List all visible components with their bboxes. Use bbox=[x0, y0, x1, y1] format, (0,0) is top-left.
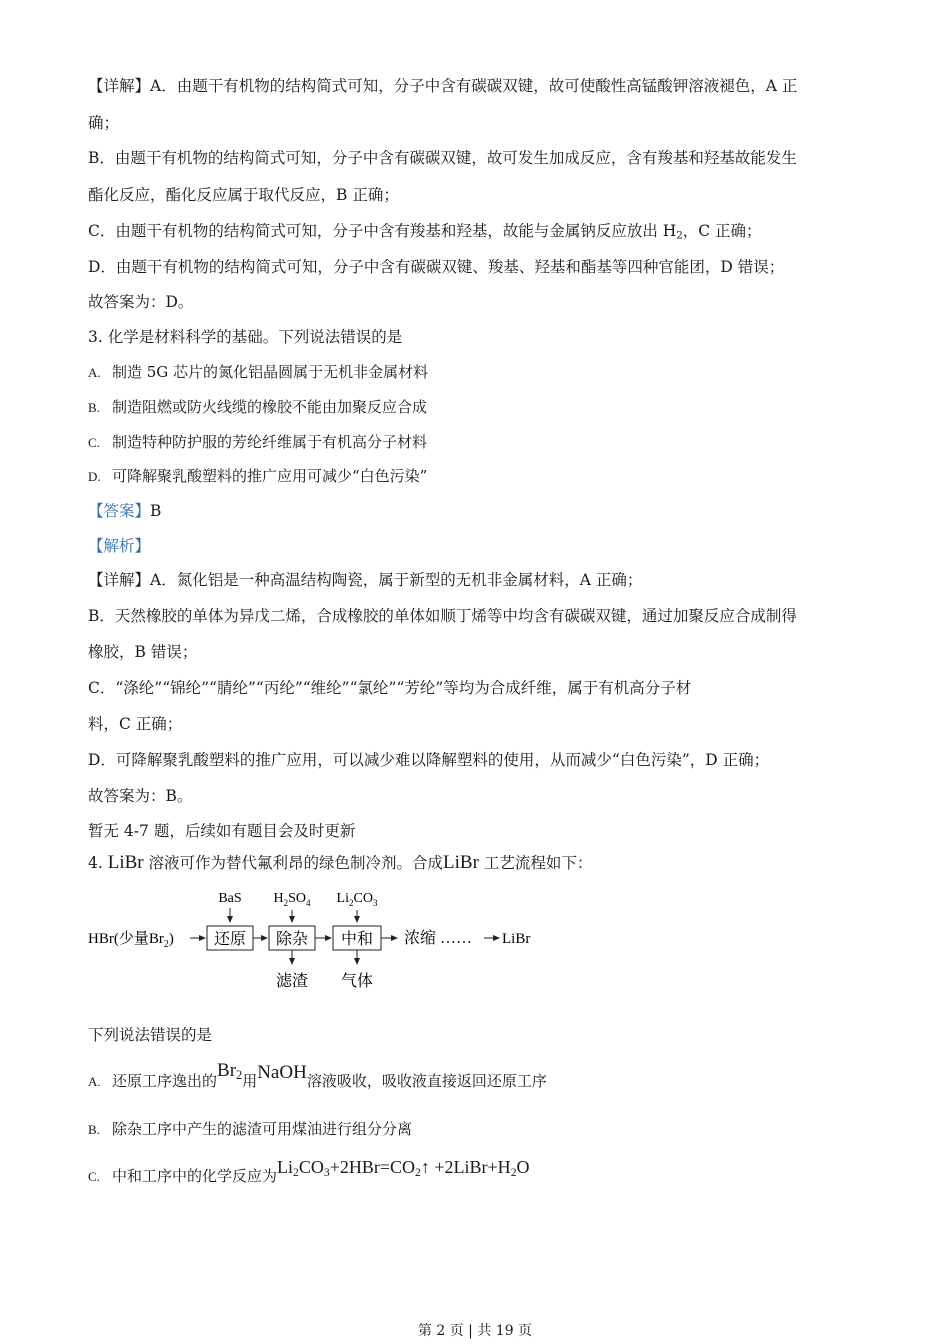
q3-option-a: A. 制造 5G 芯片的氮化铝晶圆属于无机非金属材料 bbox=[88, 363, 429, 381]
q3-option-b: B. 制造阻燃或防火线缆的橡胶不能由加聚反应合成 bbox=[88, 398, 428, 416]
q3-option-c: C. 制造特种防护服的芳纶纤维属于有机高分子材料 bbox=[88, 433, 428, 451]
detail-conclusion: 故答案为：D。 bbox=[88, 293, 194, 311]
q3-stem: 3. 化学是材料科学的基础。下列说法错误的是 bbox=[88, 328, 403, 346]
q3-detail-d: D．可降解聚乳酸塑料的推广应用，可以减少难以降解塑料的使用，从而减少“白色污染”，D 正确； bbox=[88, 751, 770, 769]
notice: 暂无 4-7 题，后续如有题目会及时更新 bbox=[88, 822, 356, 840]
detail-b-line2: 酯化反应，酯化反应属于取代反应，B 正确； bbox=[88, 186, 399, 204]
q3-detail-b1: B．天然橡胶的单体为异戊二烯，合成橡胶的单体如顺丁烯等中均含有碳碳双键，通过加聚反应合成制得 bbox=[88, 607, 797, 625]
q3-option-d: D. 可降解聚乳酸塑料的推广应用可减少“白色污染” bbox=[88, 467, 428, 485]
q4-stem: 4. LiBr 溶液可作为替代氟利昂的绿色制冷剂。合成LiBr 工艺流程如下： bbox=[88, 852, 593, 873]
reagent-h2so4: $H_2SO_4$ bbox=[273, 891, 311, 908]
q4-option-c: C. 中和工序中的化学反应为$Li_2CO_3+2HBr=CO_2↑$ $+2LiBr+H_2O$ bbox=[88, 1157, 530, 1185]
answer-tag: 【答案】 bbox=[88, 502, 151, 520]
q4-option-b: B. 除杂工序中产生的滤渣可用煤油进行组分分离 bbox=[88, 1120, 413, 1138]
q4-prompt: 下列说法错误的是 bbox=[88, 1026, 213, 1044]
step-label-3: 中和 bbox=[340, 931, 374, 948]
q3-detail-b2: 橡胶，B 错误； bbox=[88, 643, 198, 661]
process-flow-diagram bbox=[84, 880, 554, 1000]
q3-detail-a: 【详解】A．氮化铝是一种高温结构陶瓷，属于新型的无机非金属材料，A 正确； bbox=[88, 571, 643, 589]
page-footer: 第 2 页 | 共 19 页 bbox=[417, 1323, 533, 1339]
q3-detail-c2: 料，C 正确； bbox=[88, 715, 183, 733]
detail-a-line1: 【详解】A．由题干有机物的结构简式可知，分子中含有碳碳双键，故可使酸性高锰酸钾溶液褪色，A 正 bbox=[88, 77, 798, 95]
flow-start: HBr(少量$Br_2$) bbox=[88, 931, 174, 950]
output-gas: 气体 bbox=[340, 973, 374, 990]
detail-a-line2: 确； bbox=[88, 114, 120, 132]
q3-answer: 【答案】B bbox=[88, 502, 162, 520]
output-residue: 滤渣 bbox=[275, 973, 309, 990]
step-label-1: 还原 bbox=[213, 931, 247, 948]
detail-c-line: C．由题干有机物的结构简式可知，分子中含有羧基和羟基，故能与金属钠反应放出 $H_2$，C 正确； bbox=[88, 222, 762, 242]
q3-analysis-tag: 【解析】 bbox=[88, 537, 151, 555]
q3-conclusion: 故答案为：B。 bbox=[88, 787, 193, 805]
detail-d-line: D．由题干有机物的结构简式可知，分子中含有碳碳双键、羧基、羟基和酯基等四种官能团，D 错误； bbox=[88, 258, 785, 276]
reagent-li2co3: $Li_2CO_3$ bbox=[336, 891, 378, 908]
q4-option-a: A. 还原工序逸出的$Br_2$用NaOH溶液吸收，吸收液直接返回还原工序 bbox=[88, 1060, 547, 1090]
step-label-2: 除杂 bbox=[275, 931, 309, 948]
detail-b-line1: B．由题干有机物的结构简式可知，分子中含有碳碳双键，故可发生加成反应，含有羧基和羟基故能发生 bbox=[88, 149, 797, 167]
neutralization-equation: $Li_2CO_3+2HBr=CO_2↑$ $+2LiBr+H_2O$ bbox=[277, 1157, 530, 1179]
q3-detail-c1: C．“涤纶”“锦纶”“腈纶”“丙纶”“维纶”“氯纶”“芳纶”等均为合成纤维，属于有机高分子材 bbox=[88, 679, 692, 697]
flow-after: 浓缩 …… bbox=[404, 930, 473, 947]
flow-product: LiBr bbox=[502, 931, 531, 947]
reagent-bas: BaS bbox=[218, 891, 242, 906]
